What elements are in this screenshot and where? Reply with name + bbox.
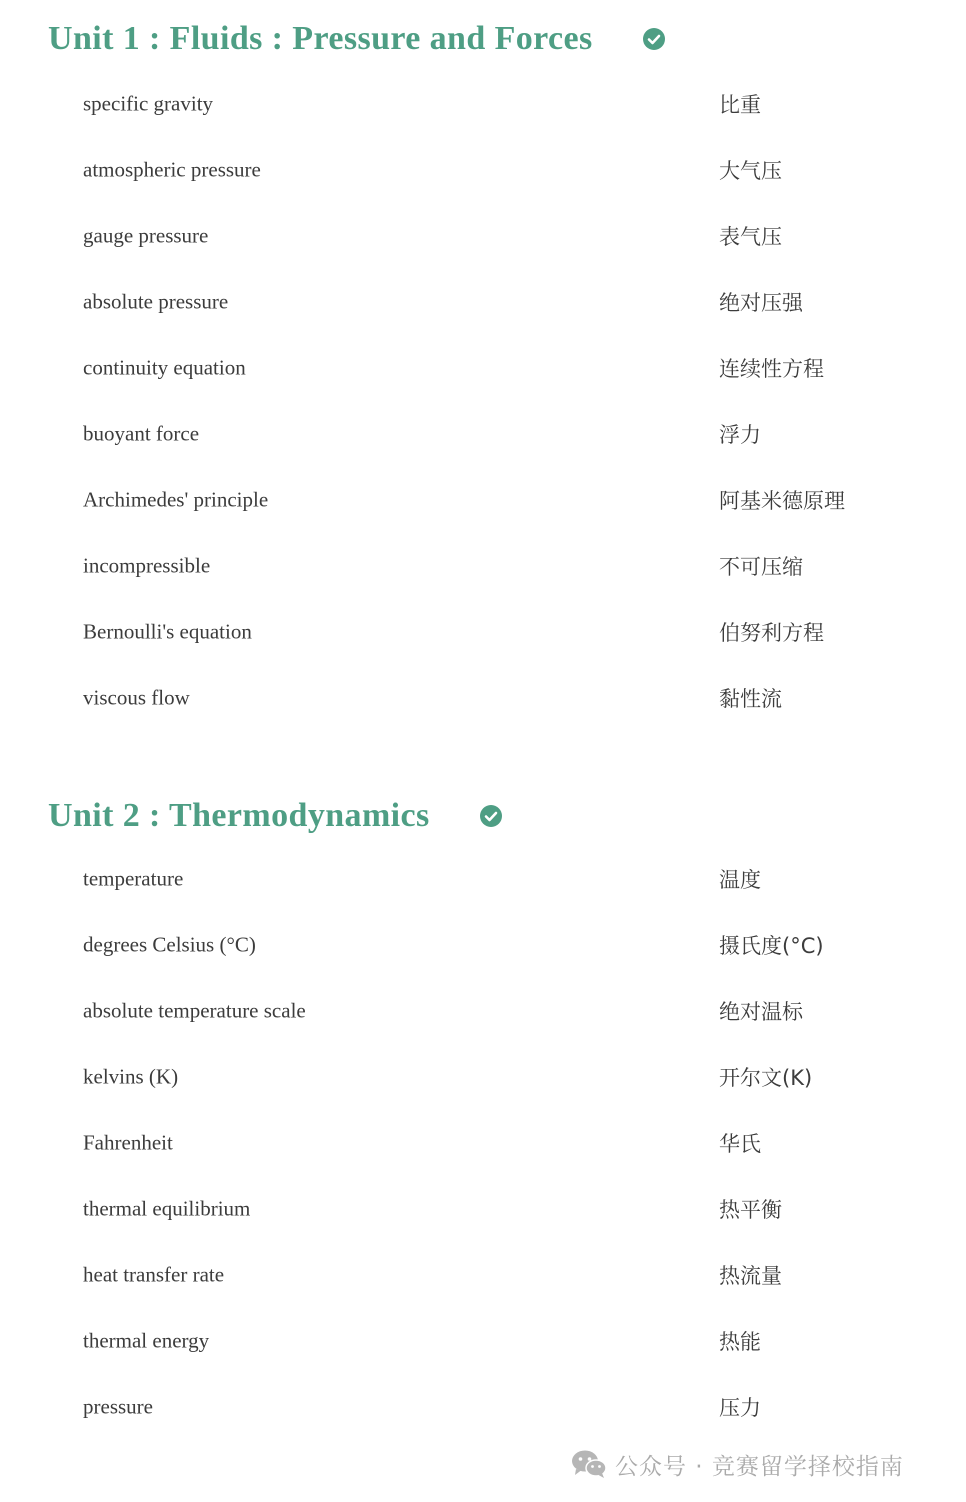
term-chinese: 黏性流: [719, 687, 782, 711]
check-circle-icon: [643, 28, 665, 50]
term-english: gauge pressure: [83, 223, 209, 248]
term-chinese: 阿基米德原理: [719, 489, 845, 513]
term-chinese: 浮力: [719, 423, 761, 447]
vocab-row: [0, 1044, 966, 1110]
term-chinese: 比重: [719, 93, 761, 117]
vocab-row: [0, 401, 966, 467]
vocab-row: [0, 269, 966, 335]
term-english: buoyant force: [83, 421, 200, 446]
vocab-row: [0, 1242, 966, 1308]
vocab-row: [0, 912, 966, 978]
vocab-row: [0, 978, 966, 1044]
wechat-icon: [571, 1449, 607, 1479]
term-chinese: 伯努利方程: [719, 621, 824, 645]
unit-1-header: [48, 17, 665, 61]
term-english: Archimedes' principle: [83, 487, 269, 512]
vocab-row: [0, 1176, 966, 1242]
term-chinese: 温度: [719, 868, 761, 892]
term-chinese: 开尔文(K): [719, 1066, 813, 1090]
vocab-row: [0, 599, 966, 665]
term-chinese: 绝对温标: [719, 1000, 803, 1024]
unit-2-header: [48, 794, 502, 838]
check-circle-icon: [480, 805, 502, 827]
vocab-row: [0, 137, 966, 203]
term-chinese: 压力: [719, 1396, 761, 1420]
term-english: incompressible: [83, 553, 211, 578]
vocab-row: [0, 846, 966, 912]
vocab-row: [0, 467, 966, 533]
unit-1-vocab-list: [0, 71, 966, 731]
term-english: kelvins (K): [83, 1064, 179, 1089]
term-english: specific gravity: [83, 91, 214, 116]
term-english: degrees Celsius (°C): [83, 932, 256, 957]
unit-2-vocab-list: [0, 846, 966, 1440]
term-chinese: 热平衡: [719, 1198, 782, 1222]
unit-1-title: Unit 1 : Fluids : Pressure and Forces: [48, 20, 593, 57]
term-english: heat transfer rate: [83, 1262, 225, 1287]
unit-2-title: Unit 2 : Thermodynamics: [48, 797, 430, 834]
term-chinese: 华氏: [719, 1132, 761, 1156]
vocab-row: [0, 203, 966, 269]
term-chinese: 热流量: [719, 1264, 782, 1288]
term-english: thermal energy: [83, 1328, 210, 1353]
vocab-row: [0, 71, 966, 137]
term-english: absolute pressure: [83, 289, 229, 314]
term-chinese: 表气压: [719, 225, 782, 249]
term-chinese: 热能: [719, 1330, 761, 1354]
term-english: viscous flow: [83, 685, 190, 710]
term-english: Fahrenheit: [83, 1130, 173, 1155]
term-chinese: 摄氏度(°C): [719, 934, 824, 958]
wechat-watermark: [571, 1444, 904, 1484]
watermark-text: 公众号 · 竞赛留学择校指南: [615, 1453, 904, 1480]
term-chinese: 绝对压强: [719, 291, 803, 315]
term-english: absolute temperature scale: [83, 998, 306, 1023]
term-chinese: 大气压: [719, 159, 782, 183]
term-english: continuity equation: [83, 355, 246, 380]
term-chinese: 连续性方程: [719, 357, 824, 381]
vocab-row: [0, 1374, 966, 1440]
vocab-row: [0, 665, 966, 731]
term-english: thermal equilibrium: [83, 1196, 251, 1221]
term-chinese: 不可压缩: [719, 555, 803, 579]
term-english: pressure: [83, 1394, 153, 1419]
vocab-row: [0, 1110, 966, 1176]
term-english: Bernoulli's equation: [83, 619, 252, 644]
vocab-row: [0, 533, 966, 599]
vocab-row: [0, 335, 966, 401]
term-english: atmospheric pressure: [83, 157, 261, 182]
term-english: temperature: [83, 866, 184, 891]
vocab-row: [0, 1308, 966, 1374]
